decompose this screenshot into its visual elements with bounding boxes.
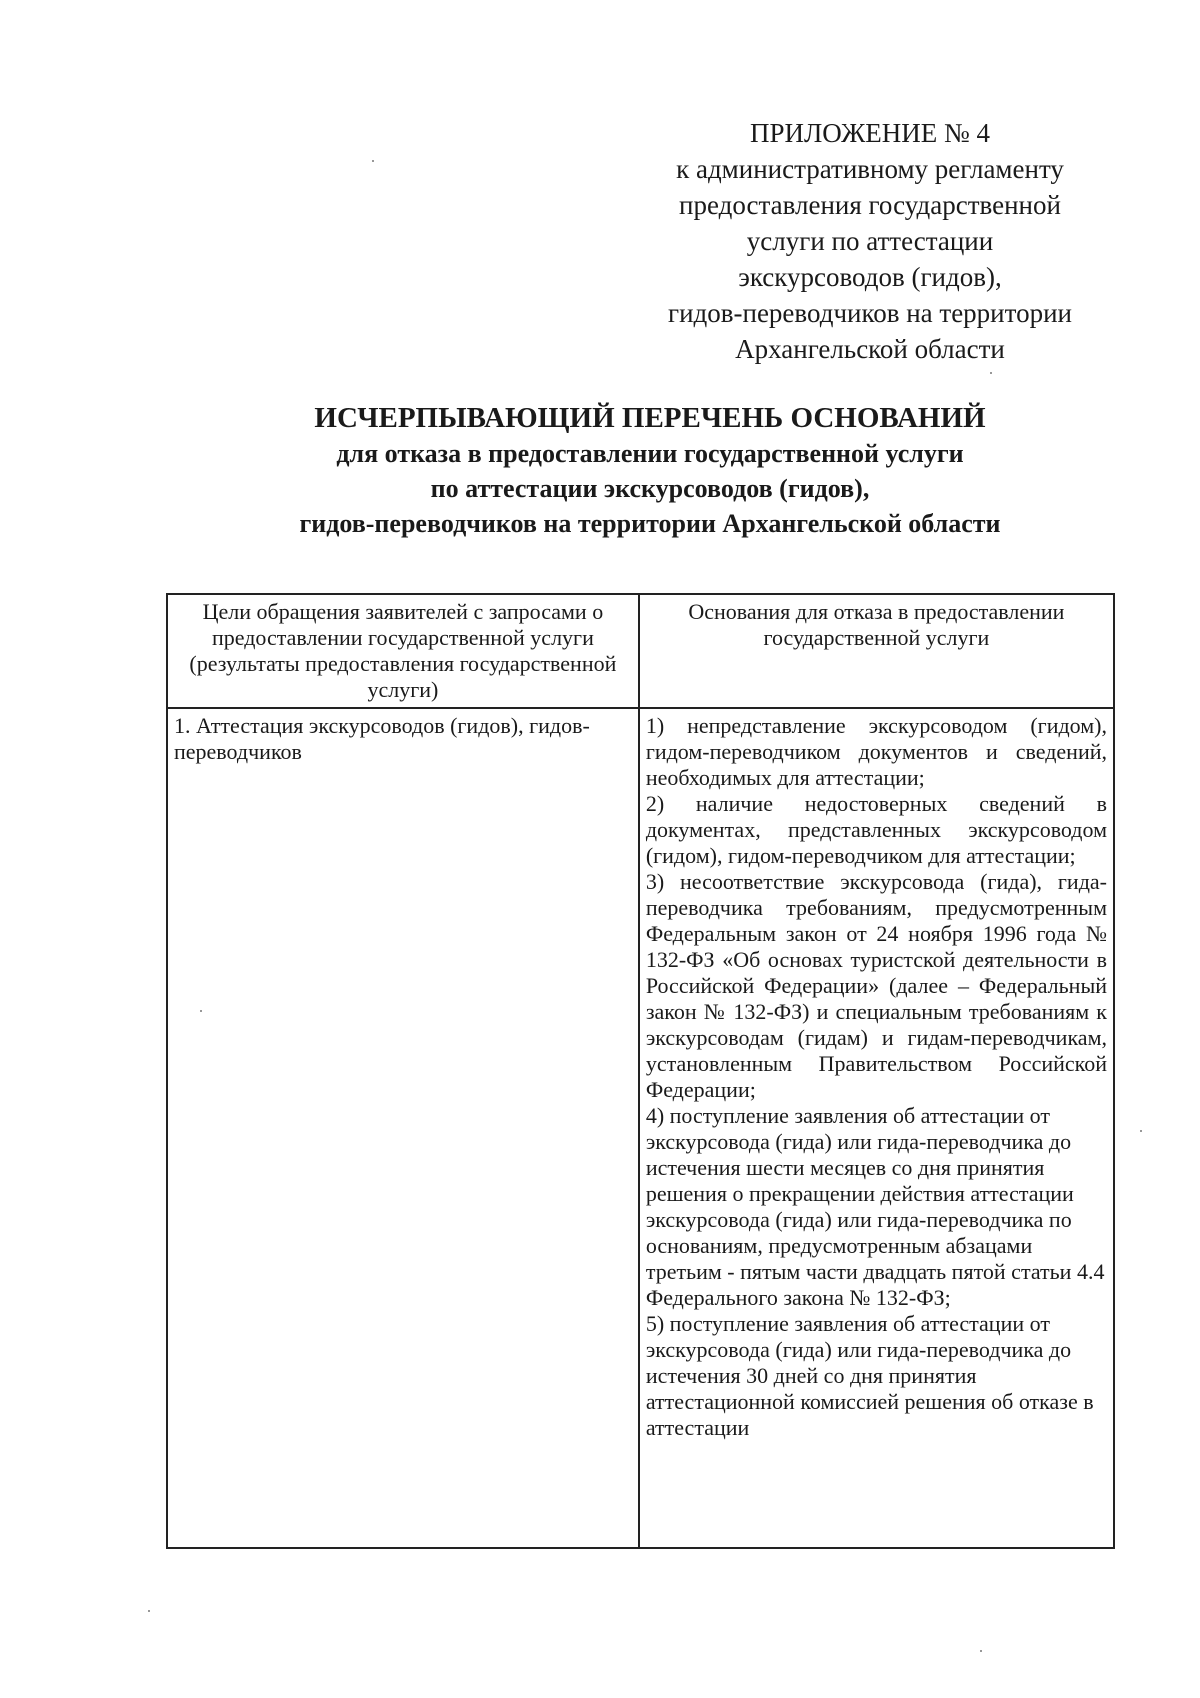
appendix-number: ПРИЛОЖЕНИЕ № 4 (749, 118, 991, 148)
scan-speck (980, 1650, 982, 1652)
grounds-cell (639, 708, 1114, 1548)
document-title (160, 400, 1140, 541)
appendix-line: Архангельской области (735, 334, 1005, 364)
header-grounds: Основания для отказа в предоставлении государственной услуги (639, 594, 1114, 708)
ground-item-3: 3) несоответствие экскурсовода (гида), гида-переводчика требованиям, предусмотренным Федеральным закон от 24 ноября 1996 года № 132-ФЗ «Об основах туристской деятельности в Российской Федерации» (далее – Федеральный закон № 132-ФЗ) и специальным требованиям к экскурсоводам (гидам) и гидам-переводчикам, установленным Правительством Российской Федерации; (645, 869, 1107, 1102)
appendix-line: экскурсоводов (гидов), (738, 262, 1002, 292)
goal-text: 1. Аттестация экскурсоводов (гидов), гидов-переводчиков (174, 713, 590, 764)
table-row (167, 708, 1114, 1548)
appendix-line: к административному регламенту (676, 154, 1064, 184)
header-goals: Цели обращения заявителей с запросами о предоставлении государственной услуги (результаты предоставления государственной услуги) (167, 594, 639, 708)
title-line: по аттестации экскурсоводов (гидов), (430, 474, 870, 503)
ground-item-5: 5) поступление заявления об аттестации от экскурсовода (гида) или гида-переводчика до истечения 30 дней со дня принятия аттестационной комиссией решения об отказе в аттестации (645, 1311, 1094, 1440)
scan-speck (1140, 1130, 1142, 1132)
table-header-row (167, 594, 1114, 708)
ground-item-2: 2) наличие недостоверных сведений в документах, представленных экскурсоводом (гидом), гидом-переводчиком для аттестации; (645, 791, 1107, 868)
appendix-line: гидов-переводчиков на территории (668, 298, 1072, 328)
appendix-header (640, 115, 1100, 367)
scan-speck (200, 1010, 202, 1012)
appendix-line: услуги по аттестации (746, 226, 994, 256)
title-line: для отказа в предоставлении государственной услуги (336, 439, 964, 468)
title-main: ИСЧЕРПЫВАЮЩИЙ ПЕРЕЧЕНЬ ОСНОВАНИЙ (314, 402, 986, 434)
scan-speck (148, 1610, 150, 1612)
title-line: гидов-переводчиков на территории Архангельской области (299, 509, 1001, 538)
grounds-table (166, 593, 1115, 1549)
scan-speck (990, 372, 992, 374)
scan-speck (372, 160, 374, 162)
ground-item-1: 1) непредставление экскурсоводом (гидом), гидом-переводчиком документов и сведений, необходимых для аттестации; (645, 713, 1107, 790)
appendix-line: предоставления государственной (679, 190, 1061, 220)
ground-item-4: 4) поступление заявления об аттестации от экскурсовода (гида) или гида-переводчика до истечения шести месяцев со дня принятия решения о прекращении действия аттестации экскурсовода (гида) или гида-переводчика по основаниям, предусмотренным абзацами третьим - пятым части двадцать пятой статьи 4.4 Федерального закона № 132-ФЗ; (645, 1103, 1105, 1310)
goal-cell (167, 708, 639, 1548)
